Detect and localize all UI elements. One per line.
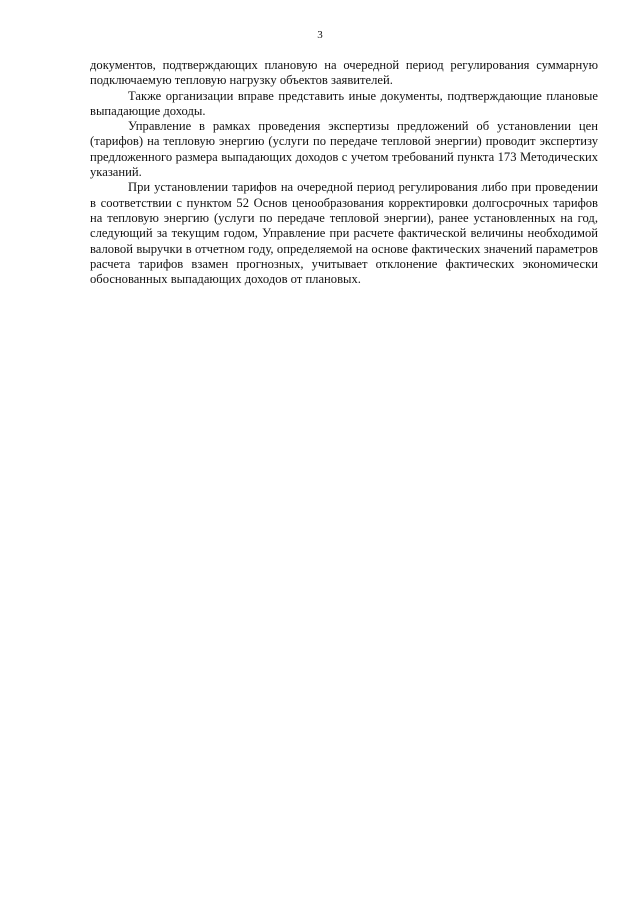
page-number: 3 (317, 29, 323, 41)
paragraph-expertise: Управление в рамках проведения экспертизы предложений об установлении цен (тарифов) на тепловую энергию (услуги по передаче тепловой энергии) проводит экспертизу предложенного размера выпадающих доходов с учетом требований пункта 173 Методических указаний. (90, 119, 598, 180)
paragraph-tariff-adjustment: При установлении тарифов на очередной период регулирования либо при проведении в соответствии с пунктом 52 Основ ценообразования корректировки долгосрочных тарифов на тепловую энергию (услуги по передаче тепловой энергии), ранее установленных на год, следующий за текущим годом, Управление при расчете фактической величины необходимой валовой выручки в отчетном году, определяемой на основе фактических значений параметров расчета тарифов взамен прогнозных, учитывает отклонение фактических экономически обоснованных выпадающих доходов от плановых. (90, 180, 598, 287)
paragraph-continuation: документов, подтверждающих плановую на очередной период регулирования суммарную подключаемую тепловую нагрузку объектов заявителей. (90, 58, 598, 88)
document-body (90, 58, 598, 287)
paragraph-other-documents: Также организации вправе представить иные документы, подтверждающие плановые выпадающие доходы. (90, 88, 598, 118)
